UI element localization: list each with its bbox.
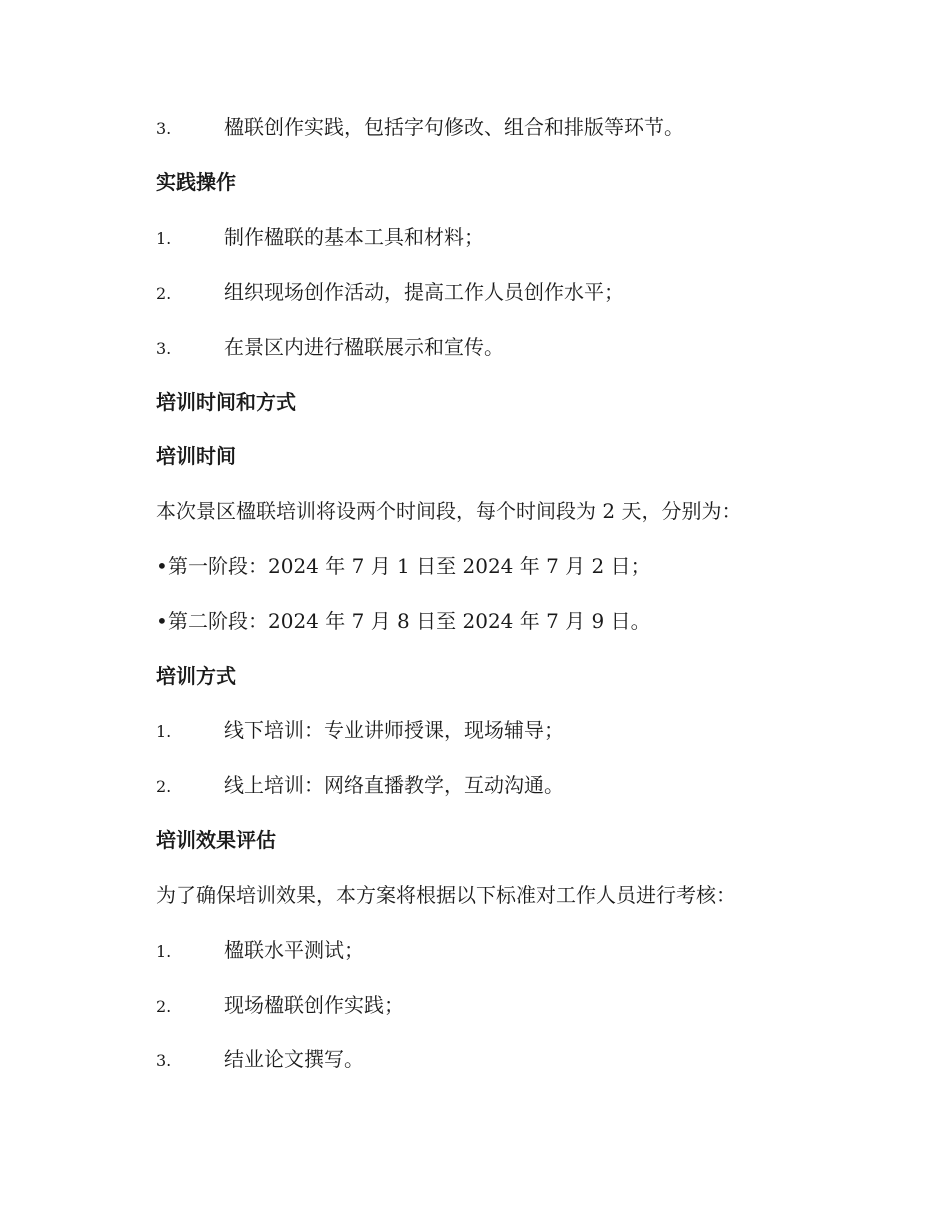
subsection-heading: 培训方式: [156, 664, 236, 688]
list-item: [156, 936, 364, 966]
list-item: [156, 771, 564, 801]
list-item-text: 结业论文撰写。: [224, 1047, 364, 1071]
list-item-text: 楹联水平测试；: [224, 938, 364, 962]
bullet-icon: •: [156, 554, 168, 578]
list-item: [156, 991, 404, 1021]
paragraph: 本次景区楹联培训将设两个时间段，每个时间段为 2 天，分别为：: [156, 499, 742, 523]
list-item-text: 现场楹联创作实践；: [224, 993, 404, 1017]
list-number: 3.: [156, 1051, 172, 1070]
list-item: [156, 333, 504, 363]
list-item: [156, 1045, 364, 1075]
list-item-text: 在景区内进行楹联展示和宣传。: [224, 335, 504, 359]
section-heading: 实践操作: [156, 170, 236, 194]
list-item: [156, 716, 564, 746]
list-number: 2.: [156, 997, 172, 1016]
list-number: 2.: [156, 777, 172, 796]
bullet-icon: •: [156, 609, 168, 633]
bullet-item-text: 第二阶段：2024 年 7 月 8 日至 2024 年 7 月 9 日。: [168, 609, 651, 633]
list-item-text: 制作楹联的基本工具和材料；: [224, 225, 484, 249]
list-item-text: 线上培训：网络直播教学，互动沟通。: [224, 773, 564, 797]
list-number: 1.: [156, 942, 172, 961]
paragraph: 为了确保培训效果，本方案将根据以下标准对工作人员进行考核：: [156, 883, 736, 907]
list-number: 1.: [156, 722, 172, 741]
section-heading: 培训效果评估: [156, 828, 276, 852]
bullet-item-text: 第一阶段：2024 年 7 月 1 日至 2024 年 7 月 2 日；: [168, 554, 651, 578]
list-number: 3.: [156, 119, 172, 138]
list-item: [156, 278, 624, 308]
list-item-text: 组织现场创作活动，提高工作人员创作水平；: [224, 280, 624, 304]
bullet-item: [156, 607, 651, 635]
list-item: [156, 223, 484, 253]
list-item-text: 线下培训：专业讲师授课，现场辅导；: [224, 718, 564, 742]
section-heading: 培训时间和方式: [156, 390, 296, 414]
subsection-heading: 培训时间: [156, 444, 236, 468]
list-item-text: 楹联创作实践，包括字句修改、组合和排版等环节。: [224, 115, 684, 139]
bullet-item: [156, 552, 651, 580]
list-number: 3.: [156, 339, 172, 358]
list-number: 1.: [156, 229, 172, 248]
list-number: 2.: [156, 284, 172, 303]
list-item: [156, 113, 684, 143]
